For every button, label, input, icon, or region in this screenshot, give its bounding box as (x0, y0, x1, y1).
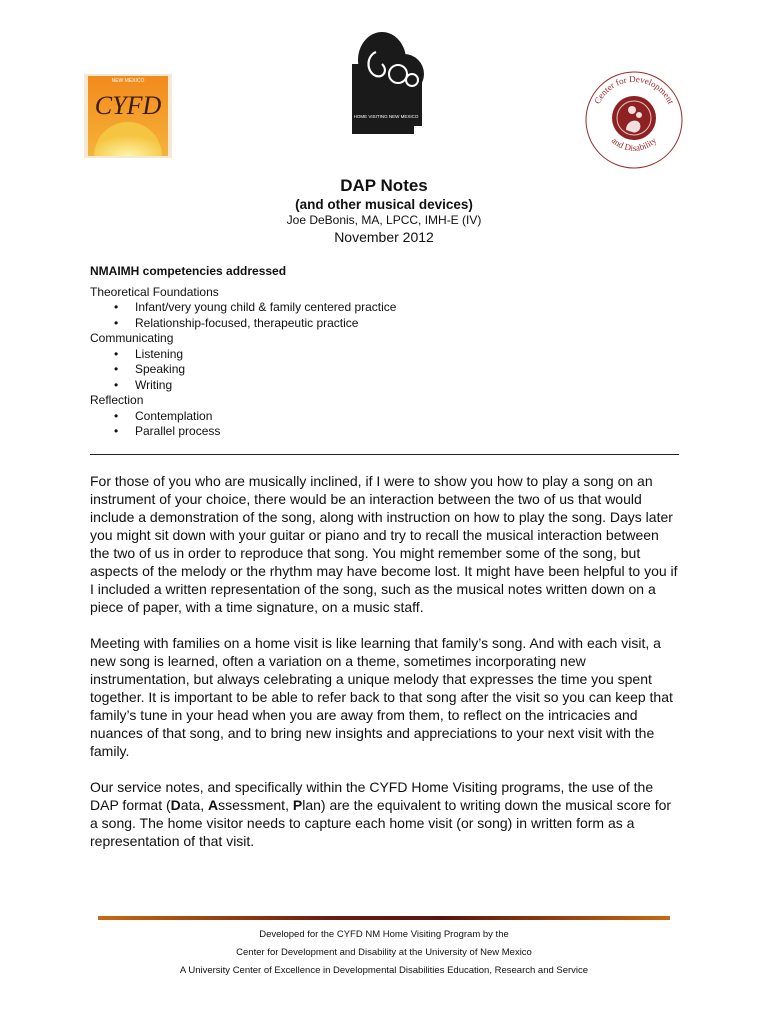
svg-text:CYFD: CYFD (94, 91, 162, 120)
list-item: • Parallel process (90, 424, 680, 440)
footer-divider (98, 916, 670, 920)
cdd-seal (582, 68, 686, 172)
footer-line: A University Center of Excellence in Developmental Disabilities Education, Research and Service (179, 965, 589, 976)
svg-text:Center for Development: Center for Development (592, 73, 676, 106)
paragraph-text: Our service notes, and specifically within the CYFD Home Visiting programs, the use of the DAP format ( (90, 779, 654, 813)
document-subtitle: (and other musical devices) (295, 197, 473, 212)
home-visiting-logo (346, 30, 432, 138)
list-item: • Speaking (90, 362, 680, 378)
competency-group-label: Theoretical Foundations (90, 284, 219, 299)
svg-text:and Disability: and Disability (609, 135, 659, 153)
competencies-heading: NMAIMH competencies addressed (90, 264, 287, 278)
paragraph (90, 778, 680, 850)
paragraph: For those of you who are musically inclined, if I were to show you how to play a song on an instrument of your choice, there would be an interaction between the two of us that would include a demonstration of the song, along with instruction on how to play the song. Days later you might sit down with your guitar or piano and try to recall the musical interaction between the two of us in order to reproduce that song. You might remember some of the song, but aspects of the melody or the rhythm may have become lost. It might have been helpful to you if I included a written representation of the song, such as the musical notes written down on a piece of paper, with a time signature, on a music staff. (90, 473, 678, 615)
list-item: • Listening (90, 347, 680, 363)
paragraph-text: ) are the equivalent to writing down the musical score for a song. The home visitor needs to capture each home visit (or song) in written form as a representation of that visit. (90, 797, 672, 849)
footer-line: Center for Development and Disability at the University of New Mexico (236, 947, 532, 958)
paragraph-text: ata, (180, 797, 209, 813)
competency-group-label: Reflection (90, 393, 144, 407)
bold-letter: D (170, 797, 181, 813)
competency-group-label: Communicating (90, 331, 174, 345)
footer (0, 926, 768, 980)
competency-list (90, 409, 680, 440)
list-item: • Infant/very young child & family centered practice (90, 300, 680, 316)
bold-letter: A (208, 797, 219, 813)
cyfd-logo (84, 74, 172, 158)
paragraph-text: lan (302, 797, 321, 813)
document-title: DAP Notes (340, 176, 428, 195)
list-item: • Contemplation (90, 409, 680, 425)
svg-text:HOME VISITING NEW MEXICO: HOME VISITING NEW MEXICO (353, 114, 419, 119)
body-text (90, 472, 680, 868)
competencies-section (90, 264, 680, 440)
paragraph-text: ssessment, (218, 797, 293, 813)
list-item: • Writing (90, 378, 680, 394)
paragraph: Meeting with families on a home visit is like learning that family’s song. And with each visit, a new song is learned, often a variation on a theme, sometimes incorporating new instrumentation, but always celebrating a unique melody that expresses the time you spent together. It is important to be able to refer back to that song after the visit so you can keep that family’s tune in your head when you are away from them, to reflect on the intricacies and nuances of that song, and to bring new insights and appreciations to your next visit with the family. (90, 635, 673, 759)
section-divider (90, 454, 679, 455)
competency-list (90, 300, 680, 331)
svg-text:NEW MEXICO: NEW MEXICO (111, 78, 145, 84)
document-date: November 2012 (334, 229, 434, 245)
author-line: Joe DeBonis, MA, LPCC, IMH-E (IV) (286, 213, 482, 227)
list-item: • Relationship-focused, therapeutic practice (90, 316, 680, 332)
competency-list (90, 347, 680, 394)
footer-line: Developed for the CYFD NM Home Visiting Program by the (259, 929, 509, 940)
bold-letter: P (292, 797, 303, 813)
